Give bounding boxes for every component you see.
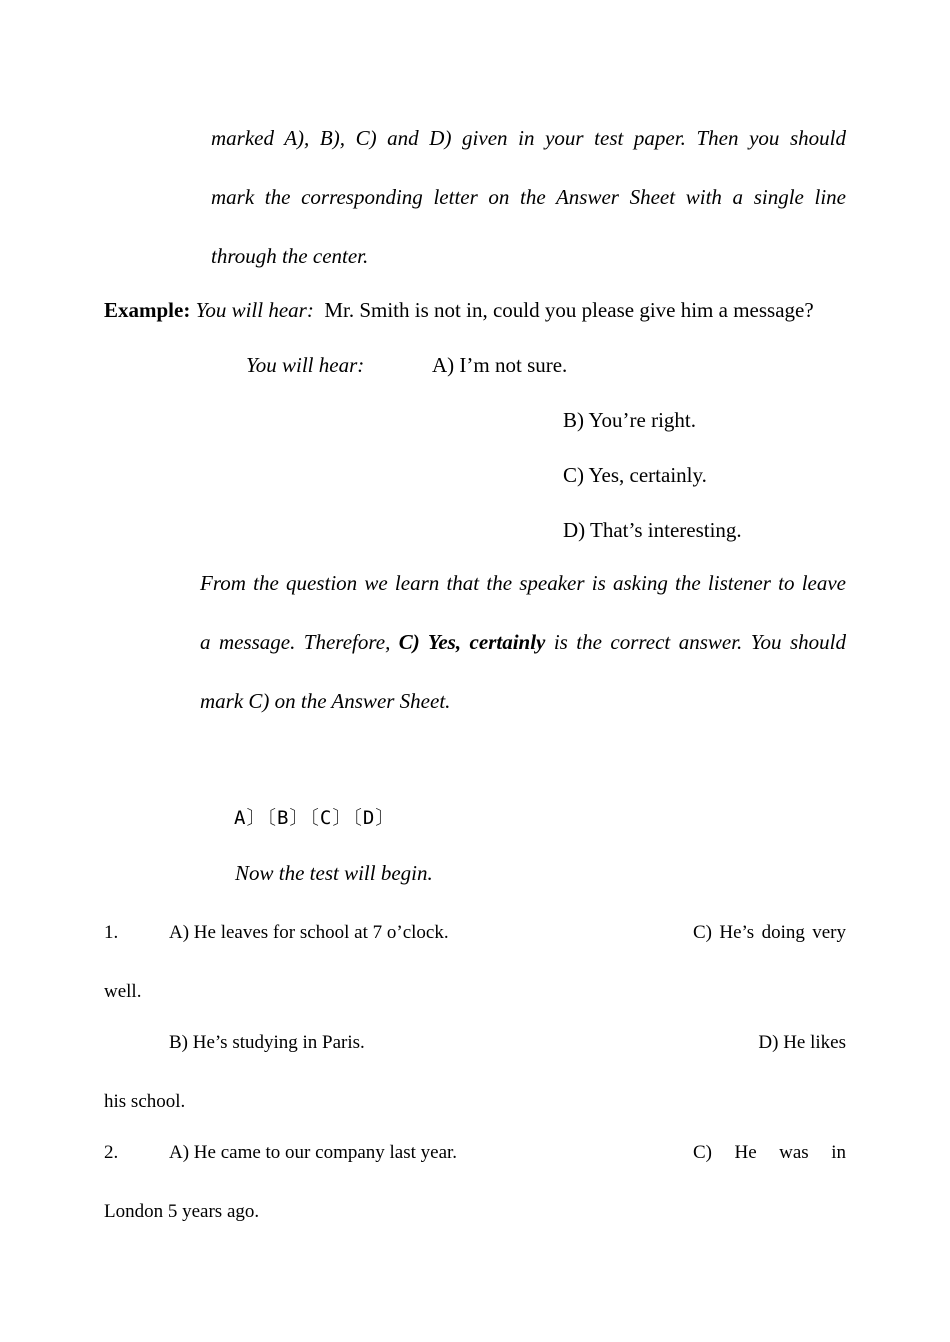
question-2-option-a: A) He came to our company last year. [169, 1142, 458, 1163]
explanation-pre: a message. Therefore, [200, 630, 399, 654]
q2-c-word: in [831, 1142, 846, 1163]
q1-c-word: very [812, 922, 846, 943]
question-1-option-b: B) He’s studying in Paris. [169, 1032, 365, 1053]
instruction-line-2: mark the corresponding letter on the Answer Sheet with a single line [211, 185, 846, 209]
q2-c-word: C) [693, 1142, 712, 1163]
you-will-hear-label: You will hear: [195, 298, 314, 322]
explanation-line-3: mark C) on the Answer Sheet. [200, 689, 451, 713]
q1-c-word: doing [761, 922, 805, 943]
you-will-hear-label-2: You will hear: [246, 353, 365, 377]
explanation-line-1: From the question we learn that the speaker is asking the listener to leave [200, 571, 846, 595]
question-1-number: 1. [104, 922, 119, 943]
example-row [104, 298, 814, 323]
question-2-number: 2. [104, 1142, 119, 1163]
example-option-a: A) I’m not sure. [432, 353, 568, 377]
explanation-line-2 [200, 630, 846, 655]
correct-answer-text: C) Yes, certainly [398, 630, 546, 654]
answer-bubbles: A〕〔B〕〔C〕〔D〕 [234, 807, 396, 829]
example-option-c: C) Yes, certainly. [563, 463, 707, 487]
question-1-option-d: D) He likes [758, 1032, 846, 1053]
question-2-option-c-wrap: London 5 years ago. [104, 1201, 260, 1222]
q2-c-word: was [779, 1142, 809, 1163]
question-1-option-d-wrap: his school. [104, 1091, 186, 1112]
question-1-option-a: A) He leaves for school at 7 o’clock. [169, 922, 449, 943]
instruction-line-1: marked A), B), C) and D) given in your test paper. Then you should [211, 126, 846, 150]
question-1-option-c-wrap: well. [104, 981, 142, 1002]
q1-c-word: He’s [719, 922, 755, 943]
explanation-post: is the correct answer. You should [545, 630, 846, 654]
example-option-b: B) You’re right. [563, 408, 697, 432]
example-label: Example: [104, 298, 191, 322]
question-1-option-c [693, 922, 846, 944]
instruction-line-3: through the center. [211, 244, 369, 268]
begin-text: Now the test will begin. [235, 861, 433, 885]
example-option-d: D) That’s interesting. [563, 518, 742, 542]
q2-c-word: He [734, 1142, 757, 1163]
q1-c-word: C) [693, 922, 712, 943]
example-question: Mr. Smith is not in, could you please give him a message? [324, 298, 814, 322]
question-2-option-c [693, 1142, 846, 1164]
